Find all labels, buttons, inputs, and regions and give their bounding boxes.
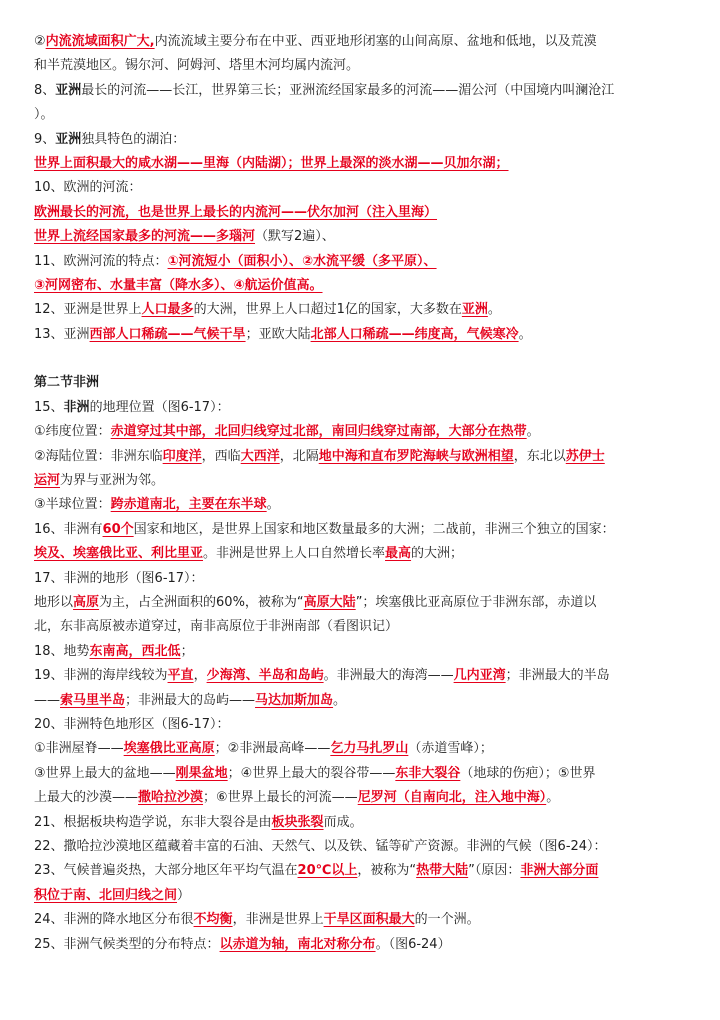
text-segment: 11、欧洲河流的特点： bbox=[34, 253, 168, 269]
key-point-highlight: 干旱区面积最大 bbox=[323, 912, 415, 928]
text-segment: 的地理位置（图6-17）： bbox=[89, 399, 230, 415]
key-point-highlight: 欧洲最长的河流，也是世界上最长的内流河——伏尔加河（注入里海） bbox=[34, 204, 438, 220]
text-line bbox=[34, 30, 686, 54]
key-point-highlight: 东南高，西北低 bbox=[89, 643, 181, 659]
key-point-highlight: 世界上流经国家最多的河流——多瑙河 bbox=[34, 229, 256, 245]
key-point-highlight: 平直 bbox=[167, 668, 194, 684]
key-point-highlight: 大西洋 bbox=[240, 448, 280, 464]
key-point-highlight: 苏伊士 bbox=[565, 448, 605, 464]
text-segment: 10、欧洲的河流： bbox=[34, 180, 142, 196]
text-segment: ③半球位置： bbox=[34, 497, 111, 513]
text-segment: ，北隔 bbox=[279, 448, 319, 464]
text-segment: ，非洲是世界上 bbox=[232, 912, 324, 928]
text-line bbox=[34, 225, 686, 249]
key-point-highlight: 热带大陆 bbox=[416, 863, 469, 879]
text-segment: ） bbox=[177, 887, 191, 903]
text-line bbox=[34, 298, 686, 322]
text-line bbox=[34, 274, 686, 298]
text-line bbox=[34, 201, 686, 225]
text-segment: 23、气候普遍炎热，大部分地区年平均气温在 bbox=[34, 863, 298, 879]
text-segment: 的一个洲。 bbox=[414, 912, 480, 928]
text-segment: 为主，占全洲面积的60%，被称为“ bbox=[99, 594, 304, 610]
text-segment: 。非洲是世界上人口自然增长率 bbox=[203, 546, 386, 562]
text-line bbox=[34, 396, 686, 420]
key-point-highlight: 少海湾、半岛和岛屿 bbox=[206, 668, 324, 684]
text-line bbox=[34, 713, 686, 737]
text-line bbox=[34, 542, 686, 566]
text-segment: 和半荒漠地区。锡尔河、阿姆河、塔里木河均属内流河。 bbox=[34, 58, 360, 74]
text-segment: 16、非洲有 bbox=[34, 521, 103, 537]
text-segment: ；非洲最大的半岛 bbox=[505, 668, 610, 684]
key-point-highlight: 高原 bbox=[73, 594, 100, 610]
key-point-highlight: 内流流域面积广大, bbox=[45, 34, 155, 49]
text-line bbox=[34, 493, 686, 517]
text-line bbox=[34, 933, 686, 957]
text-segment: 12、亚洲是世界上 bbox=[34, 302, 142, 318]
text-segment: ）。 bbox=[34, 107, 54, 123]
key-point-highlight: 20℃以上 bbox=[297, 863, 358, 879]
text-line bbox=[34, 737, 686, 761]
text-segment: （地球的伤疤）；⑤世界 bbox=[460, 765, 596, 781]
key-point-highlight: 印度洋 bbox=[162, 448, 202, 464]
text-segment: —— bbox=[34, 692, 60, 708]
text-segment: 。（图6-24） bbox=[375, 936, 451, 952]
key-point-highlight: 尼罗河（自南向北，注入地中海） bbox=[357, 790, 547, 806]
text-segment: ， bbox=[193, 668, 207, 684]
bold-term: 非洲 bbox=[63, 399, 90, 415]
key-point-highlight: 板块张裂 bbox=[271, 814, 324, 830]
text-segment: ，东北以 bbox=[513, 448, 566, 464]
text-line bbox=[34, 152, 686, 176]
key-point-highlight: 北部人口稀疏——纬度高，气候寒冷 bbox=[310, 326, 519, 342]
text-segment: 9、 bbox=[34, 131, 56, 147]
text-line bbox=[34, 323, 686, 347]
text-segment: 15、 bbox=[34, 399, 64, 415]
text-segment: 。 bbox=[266, 497, 280, 513]
text-line bbox=[34, 664, 686, 688]
key-point-highlight: 不均衡 bbox=[193, 912, 233, 928]
key-point-highlight: 跨赤道南北，主要在东半球 bbox=[110, 497, 267, 513]
text-segment: 19、非洲的海岸线较为 bbox=[34, 668, 168, 684]
text-line bbox=[34, 79, 686, 103]
text-segment: ①非洲屋脊—— bbox=[34, 741, 124, 757]
text-segment: 20、非洲特色地形区（图6-17）： bbox=[34, 716, 230, 732]
key-point-highlight: 60个 bbox=[102, 521, 134, 537]
text-line bbox=[34, 371, 686, 395]
text-segment: 22、撒哈拉沙漠地区蕴藏着丰富的石油、天然气、以及铁、锰等矿产资源。非洲的气候（图6-24）： bbox=[34, 839, 607, 854]
text-segment: ； bbox=[180, 643, 194, 659]
text-segment: 上最大的沙漠—— bbox=[34, 790, 139, 806]
text-segment: ② bbox=[34, 34, 46, 49]
text-line bbox=[34, 615, 686, 639]
text-segment: 。 bbox=[546, 790, 560, 806]
text-segment: ，被称为“ bbox=[357, 863, 417, 879]
bold-term: 亚洲 bbox=[55, 131, 82, 147]
text-line bbox=[34, 54, 686, 78]
key-point-highlight: 最高 bbox=[385, 546, 412, 562]
text-line bbox=[34, 567, 686, 591]
key-point-highlight: 赤道穿过其中部，北回归线穿过北部，南回归线穿过南部，大部分在热带 bbox=[110, 424, 527, 440]
text-line bbox=[34, 811, 686, 835]
text-segment: （默写2遍）、 bbox=[255, 229, 335, 245]
text-segment: ；非洲最大的岛屿—— bbox=[125, 692, 256, 708]
key-point-highlight: 刚果盆地 bbox=[175, 765, 228, 781]
key-point-highlight: 运河 bbox=[34, 472, 61, 488]
text-segment: 21、根据板块构造学说，东非大裂谷是由 bbox=[34, 814, 272, 830]
key-point-highlight: 世界上面积最大的咸水湖——里海（内陆湖）；世界上最深的淡水湖——贝加尔湖； bbox=[34, 156, 509, 172]
text-line bbox=[34, 786, 686, 810]
text-segment: ；⑥世界上最长的河流—— bbox=[203, 790, 358, 806]
bold-term: 第二节非洲 bbox=[34, 375, 100, 391]
text-segment: ③世界上最大的盆地—— bbox=[34, 765, 176, 781]
text-segment: ；亚欧大陆 bbox=[245, 326, 311, 342]
text-segment: ”（原因： bbox=[468, 863, 521, 879]
text-line bbox=[34, 884, 686, 908]
text-segment: 国家和地区，是世界上国家和地区数量最多的大洲；二战前，非洲三个独立的国家： bbox=[133, 521, 615, 537]
text-segment: 13、亚洲 bbox=[34, 326, 90, 342]
key-point-highlight: 高原大陆 bbox=[303, 594, 356, 610]
text-segment: ①纬度位置： bbox=[34, 424, 111, 440]
text-line bbox=[34, 250, 686, 274]
text-segment: 24、非洲的降水地区分布很 bbox=[34, 912, 194, 928]
text-line bbox=[34, 835, 686, 859]
text-segment: ②海陆位置：非洲东临 bbox=[34, 448, 163, 464]
key-point-highlight: 亚洲 bbox=[461, 302, 488, 318]
text-line bbox=[34, 469, 686, 493]
text-line bbox=[34, 176, 686, 200]
bold-term: 亚洲 bbox=[55, 82, 82, 98]
key-point-highlight: 非洲大部分面 bbox=[520, 863, 599, 879]
key-point-highlight: 埃及、埃塞俄比亚、利比里亚 bbox=[34, 546, 204, 562]
text-segment: 18、地势 bbox=[34, 643, 90, 659]
text-segment: 。 bbox=[333, 692, 347, 708]
key-point-highlight: ③河网密布、水量丰富（降水多）、④航运价值高。 bbox=[34, 278, 323, 294]
text-line bbox=[34, 908, 686, 932]
text-line bbox=[34, 689, 686, 713]
text-segment: 最长的河流——长江，世界第三长；亚洲流经国家最多的河流——湄公河（中国境内叫澜沧江 bbox=[81, 82, 615, 98]
text-segment: 。 bbox=[526, 424, 540, 440]
key-point-highlight: 西部人口稀疏——气候干旱 bbox=[89, 326, 246, 342]
text-segment: 。 bbox=[487, 302, 501, 318]
text-line bbox=[34, 103, 686, 127]
text-segment: ；④世界上最大的裂谷带—— bbox=[227, 765, 396, 781]
key-point-highlight: 东非大裂谷 bbox=[395, 765, 461, 781]
key-point-highlight: 人口最多 bbox=[141, 302, 194, 318]
key-point-highlight: 积位于南、北回归线之间 bbox=[34, 887, 178, 903]
text-segment: 17、非洲的地形（图6-17）： bbox=[34, 570, 204, 586]
text-segment: 独具特色的湖泊： bbox=[81, 131, 186, 147]
blank-line bbox=[34, 347, 686, 371]
text-line bbox=[34, 128, 686, 152]
text-line bbox=[34, 859, 686, 883]
text-segment: 的大洲，世界上人口超过1亿的国家，大多数在 bbox=[193, 302, 462, 318]
text-segment: 北，东非高原被赤道穿过，南非高原位于非洲南部（看图识记） bbox=[34, 619, 399, 635]
key-point-highlight: 埃塞俄比亚高原 bbox=[123, 741, 215, 757]
key-point-highlight: 索马里半岛 bbox=[60, 692, 126, 708]
text-segment: ”；埃塞俄比亚高原位于非洲东部，赤道以 bbox=[355, 594, 597, 610]
key-point-highlight: 乞力马扎罗山 bbox=[330, 741, 409, 757]
text-line bbox=[34, 640, 686, 664]
key-point-highlight: 几内亚湾 bbox=[453, 668, 506, 684]
text-segment: 25、非洲气候类型的分布特点： bbox=[34, 936, 220, 952]
text-segment: 而成。 bbox=[323, 814, 363, 830]
key-point-highlight: 地中海和直布罗陀海峡与欧洲相望 bbox=[318, 448, 514, 464]
text-line bbox=[34, 445, 686, 469]
text-segment: 。非洲最大的海湾—— bbox=[323, 668, 454, 684]
key-point-highlight: 撒哈拉沙漠 bbox=[138, 790, 204, 806]
text-segment: ；②非洲最高峰—— bbox=[214, 741, 331, 757]
key-point-highlight: ①河流短小（面积小）、②水流平缓（多平原）、 bbox=[167, 253, 437, 269]
text-line bbox=[34, 762, 686, 786]
key-point-highlight: 马达加斯加岛 bbox=[255, 692, 334, 708]
text-segment: 为界与亚洲为邻。 bbox=[60, 472, 165, 488]
text-segment: 的大洲； bbox=[411, 546, 464, 562]
text-line bbox=[34, 420, 686, 444]
text-line bbox=[34, 518, 686, 542]
text-line bbox=[34, 591, 686, 615]
key-point-highlight: 以赤道为轴，南北对称分布 bbox=[219, 936, 376, 952]
text-segment: （赤道雪峰）； bbox=[408, 741, 493, 757]
text-segment: 8、 bbox=[34, 82, 56, 98]
text-segment: 。 bbox=[518, 326, 532, 342]
text-segment: ，西临 bbox=[201, 448, 241, 464]
text-segment: 地形以 bbox=[34, 594, 74, 610]
text-segment: 内流流域主要分布在中亚、西亚地形闭塞的山间高原、盆地和低地，以及荒漠 bbox=[154, 34, 597, 49]
